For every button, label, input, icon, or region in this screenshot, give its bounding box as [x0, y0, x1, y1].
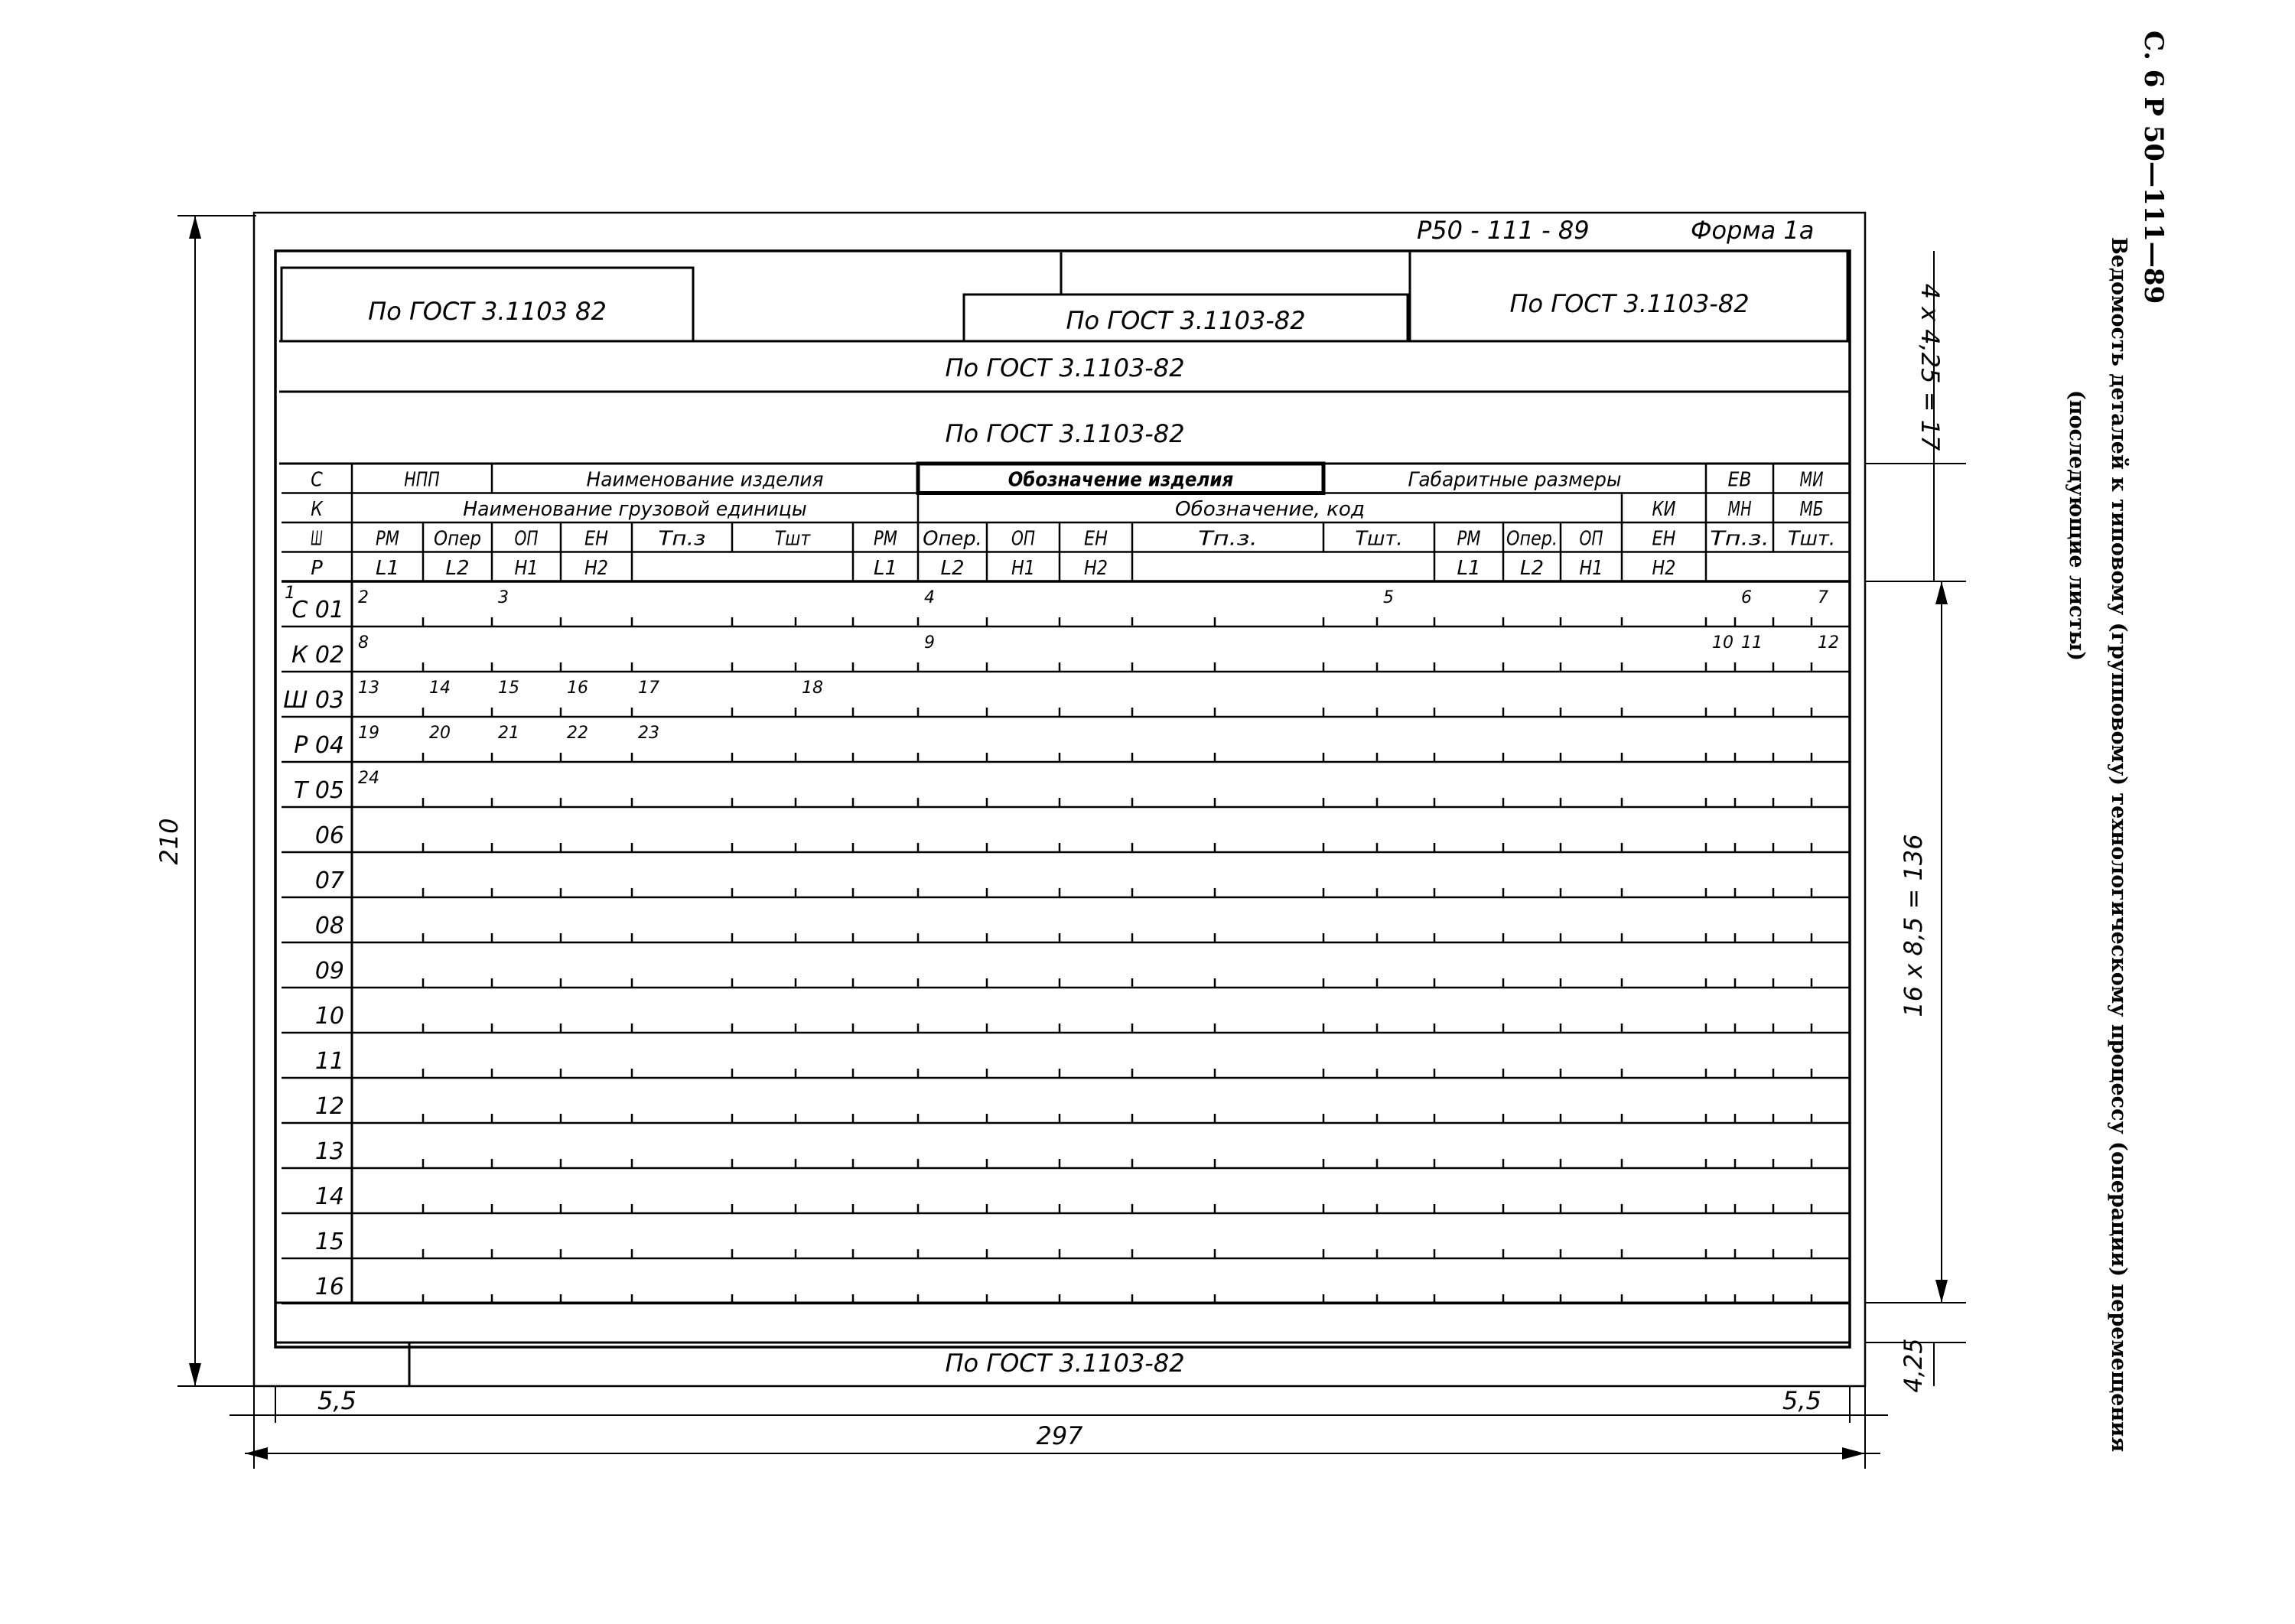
top-right-block-text: По ГОСТ 3.1103-82 [1509, 289, 1750, 318]
header-cell: H2 [584, 557, 608, 580]
header-cell: Обозначение, код [1175, 498, 1365, 521]
header-cell: L2 [940, 557, 965, 580]
field-number: 12 [1818, 633, 1839, 653]
top-left-block-text: По ГОСТ 3.1103 82 [368, 297, 607, 326]
field-number: 22 [567, 724, 588, 743]
header-cell: С [311, 468, 324, 492]
line-label: 15 [314, 1229, 344, 1255]
header-cell: МИ [1799, 468, 1824, 492]
field-number: 4 [924, 588, 935, 607]
field-number: 2 [358, 588, 369, 607]
field-number: 6 [1741, 588, 1752, 607]
header-cell: МН [1727, 498, 1752, 521]
header-cell: H1 [514, 557, 539, 580]
header-cell: Ш [311, 527, 323, 551]
line-label: 06 [314, 822, 344, 849]
page-number: С. 6 Р 50—111—89 [2138, 31, 2169, 304]
form-label: Форма 1а [1691, 216, 1815, 245]
field-number: 18 [802, 679, 823, 698]
header-cell: К [311, 498, 324, 521]
line-label: 13 [314, 1138, 344, 1165]
header-cell: РМ [1457, 527, 1481, 551]
header-cell: ОП [1579, 527, 1603, 551]
header-cell: ЕН [1084, 527, 1108, 551]
header-cell: Опер. [1506, 527, 1558, 551]
header-cell: Опер [434, 527, 481, 551]
header-cell: Наименование изделия [586, 468, 824, 492]
line-label: 09 [314, 958, 344, 984]
line-label: 12 [314, 1093, 344, 1120]
line-label: 11 [314, 1048, 344, 1075]
field-number: 17 [638, 679, 659, 698]
line-label: Ш 03 [283, 687, 344, 714]
doc-ref: Р50 - 111 - 89 [1417, 216, 1590, 245]
field-number: 21 [498, 724, 519, 743]
line-label: 10 [314, 1003, 344, 1030]
field-number: 10 [1712, 633, 1733, 653]
header-cell: Наименование грузовой единицы [463, 498, 807, 521]
operations-table [282, 464, 1850, 1303]
dim-header-height: 4 x 4,25 = 17 [1916, 283, 1945, 451]
dim-footer-height: 4,25 [1899, 1338, 1928, 1393]
footer-text: По ГОСТ 3.1103-82 [945, 1349, 1185, 1378]
line-label: Р 04 [294, 732, 344, 759]
band1-text: По ГОСТ 3.1103-82 [945, 353, 1185, 382]
line-label: К 02 [291, 642, 344, 669]
header-cell: Тп.з [658, 527, 706, 551]
caption-line-1: Ведомость деталей к типовому (групповому) технологическому процессу (операции) перемещения [2107, 237, 2131, 1453]
header-cell: H1 [1579, 557, 1603, 580]
header-cell: РМ [376, 527, 399, 551]
top-middle-block-text: По ГОСТ 3.1103-82 [1066, 306, 1306, 335]
line-label: Т 05 [293, 777, 344, 804]
dim-rows-height: 16 x 8,5 = 136 [1899, 834, 1928, 1017]
field-number: 23 [638, 724, 659, 743]
line-label: С 01 [291, 597, 344, 623]
header-cell: ЕВ [1727, 468, 1752, 492]
header-cell: L1 [376, 557, 399, 580]
line-label: 07 [314, 867, 344, 894]
header-cell: Габаритные размеры [1408, 468, 1622, 492]
header-cell: КИ [1652, 498, 1676, 521]
dim-left-margin: 5,5 [317, 1386, 356, 1415]
header-cell: L2 [445, 557, 470, 580]
line-label: 14 [314, 1183, 344, 1210]
header-cell: L2 [1520, 557, 1544, 580]
header-cell: МБ [1799, 498, 1824, 521]
header-cell: НПП [404, 468, 440, 492]
line-label: 16 [314, 1274, 344, 1300]
header-cell: ОП [514, 527, 539, 551]
field-number: 9 [924, 633, 935, 653]
field-number: 24 [358, 769, 379, 788]
header-cell: H2 [1084, 557, 1108, 580]
field-number: 16 [567, 679, 588, 698]
header-cell: ЕН [584, 527, 608, 551]
header-cell: L1 [874, 557, 897, 580]
field-number: 15 [498, 679, 519, 698]
field-number: 20 [429, 724, 451, 743]
header-cell: Тшт [774, 527, 811, 551]
field-number: 13 [358, 679, 379, 698]
row-marker: 1 [285, 584, 295, 603]
field-number: 19 [358, 724, 379, 743]
band2-text: По ГОСТ 3.1103-82 [945, 419, 1185, 448]
dim-width: 297 [1036, 1421, 1083, 1450]
field-number: 14 [429, 679, 451, 698]
header-cell: Тп.з. [1710, 527, 1769, 551]
dim-height: 210 [155, 818, 184, 865]
line-label: 08 [314, 913, 344, 939]
header-cell: Тшт. [1355, 527, 1403, 551]
field-number: 5 [1383, 588, 1394, 607]
field-number: 7 [1818, 588, 1828, 607]
header-cell: Опер. [923, 527, 982, 551]
header-cell: РМ [874, 527, 897, 551]
header-cell: ОП [1011, 527, 1035, 551]
header-cell: ЕН [1652, 527, 1676, 551]
header-cell: H2 [1652, 557, 1676, 580]
header-cell: Тшт. [1788, 527, 1835, 551]
header-cell: H1 [1011, 557, 1035, 580]
header-cell: Обозначение изделия [1008, 468, 1234, 492]
field-number: 3 [498, 588, 509, 607]
dim-right-margin: 5,5 [1782, 1386, 1821, 1415]
header-cell: L1 [1457, 557, 1481, 580]
header-cell: Тп.з. [1198, 527, 1258, 551]
header-cell: Р [311, 557, 324, 580]
field-number: 8 [358, 633, 369, 653]
field-number: 11 [1741, 633, 1763, 653]
caption-line-2: (последующие листы) [2065, 390, 2088, 662]
